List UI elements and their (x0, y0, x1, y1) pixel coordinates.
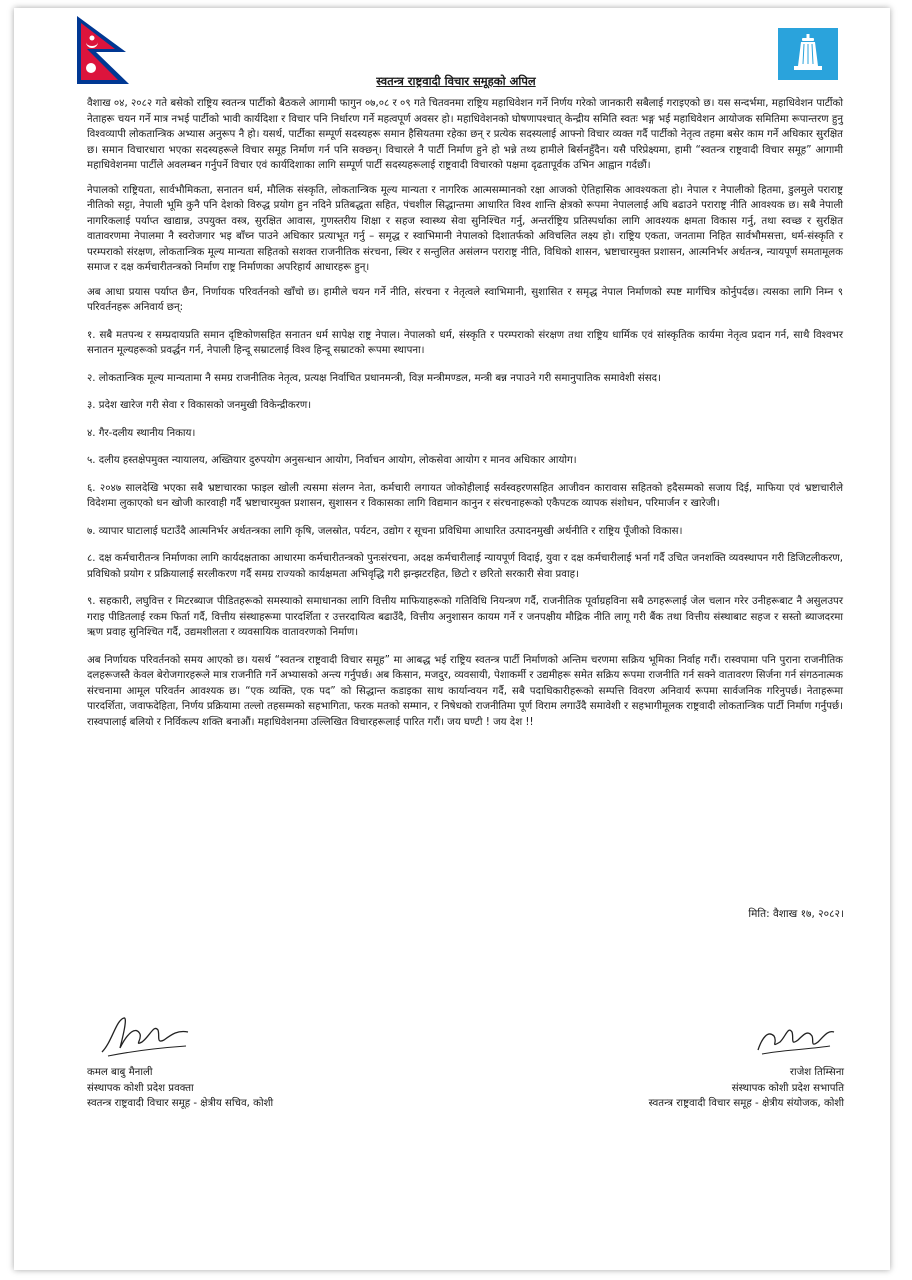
signatory-role: संस्थापक कोशी प्रदेश प्रवक्ता (87, 1082, 194, 1094)
signatory-name: राजेश तिम्सिना (789, 1067, 844, 1078)
list-item: ५. दलीय हस्तक्षेपमुक्त न्यायालय, अख्तियार दुरुपयोग अनुसन्धान आयोग, निर्वाचन आयोग, लोकसेवा आयोग र मानव अधिकार आयोग। (87, 455, 577, 466)
closing-paragraph: अब निर्णायक परिवर्तनको समय आएको छ। यसर्थ “स्वतन्त्र राष्ट्रवादी विचार समूह” मा आबद्ध भई राष्ट्रिय स्वतन्त्र पार्टी निर्माणको अन्तिम चरणमा सक्रिय भूमिका निर्वाह गरौं। रास्वपामा पनि पुराना राजनीतिक दलहरूजस्तै केवल बेरोजगारहरूले मात्र राजनीति गर्ने अभ्यासको अन्त्य गर्नुपर्छ। अब किसान, मजदुर, व्यवसायी, पेशाकर्मी र उद्यमीहरू समेत सक्रिय रूपमा राजनीति गर्न सक्ने वातावरण सिर्जना गर्न संगठनात्मक संरचनामा आमूल परिवर्तन आवश्यक छ। “एक व्यक्ति, एक पद” को सिद्धान्त कडाइका साथ कार्यान्वयन गर्दै, सबै पदाधिकारीहरूको सम्पत्ति विवरण अनिवार्य रूपमा सार्वजनिक गरिनुपर्छ। नेताहरूमा पारदर्शिता, जवाफदेहिता, निर्णय प्रक्रियामा तल्लो तहसम्मको सहभागिता, फरक मतको सम्मान, र निषेधको राजनीतिमा पूर्ण विराम लगाउँदै समावेशी र सहभागीमूलक राष्ट्रवादी लोकतान्त्रिक पार्टी निर्माण गर्नुपर्छ। रास्वपालाई बलियो र निर्विकल्प शक्ति बनाऔं। महाधिवेशनमा उल्लिखित विचारहरूलाई पारित गरौं। जय घण्टी ! जय देश !! (87, 654, 843, 728)
document-date: मिति: वैशाख १७, २०८२। (748, 908, 844, 920)
bell-logo (778, 28, 838, 80)
right-signatory (649, 1065, 844, 1112)
signatory-role: संस्थापक कोशी प्रदेश सभापति (731, 1082, 844, 1094)
list-item: ३. प्रदेश खारेज गरी सेवा र विकासको जनमुखी विकेन्द्रीकरण। (87, 400, 312, 411)
intro-paragraph: अब आधा प्रयास पर्याप्त छैन, निर्णायक परिवर्तनको खाँचो छ। हामीले चयन गर्ने नीति, संरचना र नेतृत्वले स्वाभिमानी, सुशासित र समृद्ध नेपाल निर्माणको स्पष्ट मार्गचित्र कोर्नुपर्दछ। त्यसका लागि निम्न ९ परिवर्तनहरू अनिवार्य छन्: (87, 286, 843, 313)
right-signature (752, 1020, 838, 1060)
left-signature (98, 1012, 194, 1064)
signatory-group: स्वतन्त्र राष्ट्रवादी विचार समूह - क्षेत्रीय संयोजक, कोशी (648, 1098, 844, 1109)
document-body (87, 96, 843, 739)
left-signatory (87, 1065, 273, 1112)
list-item: ७. व्यापार घाटालाई घटाउँदै आत्मनिर्भर अर्थतन्त्रका लागि कृषि, जलस्रोत, पर्यटन, उद्योग र सूचना प्रविधिमा आधारित उत्पादनमुखी अर्थनीति र राष्ट्रिय पूँजीको विकास। (87, 525, 683, 537)
list-item: ९. सहकारी, लघुवित्त र मिटरब्याज पीडितहरूको समस्याको समाधानका लागि वित्तीय माफियाहरूको गतिविधि नियन्त्रण गर्दै, राजनीतिक पूर्वाग्रहविना सबै ठगहरूलाई जेल चलान गरेर उनीहरूबाट नै असुलउपर गराइ पीडितलाई रकम फिर्ता गर्दै, वित्तीय संस्थाहरूमा पारदर्शिता र उत्तरदायित्व बढाउँदै, वित्तीय अनुशासन कायम गर्ने र जनपक्षीय मौद्रिक नीति लागू गरी बैंक तथा वित्तीय संस्थाबाट सहज र सस्तो ब्याजदरमा ऋण प्रवाह सुनिश्चित गर्दै, उद्यमशीलता र व्यवसायिक वातावरणको निर्माण। (87, 596, 843, 638)
list-item: १. सबै मतपन्थ र सम्प्रदायप्रति समान दृष्टिकोणसहित सनातन धर्म सापेक्ष राष्ट्र नेपाल। नेपालको धर्म, संस्कृति र परम्पराको संरक्षण तथा राष्ट्रिय धार्मिक एवं सांस्कृतिक कार्यमा नेतृत्व प्रदान गर्न, साथै विश्वभर सनातन मूल्यहरूको प्रवर्द्धन गर्न, नेपाली हिन्दू सम्राटलाई विश्व हिन्दू सम्राटको रूपमा स्थापना। (87, 329, 843, 356)
signatory-name: कमल बाबु मैनाली (87, 1067, 153, 1078)
intro-paragraph: वैशाख ०४, २०८२ गते बसेको राष्ट्रिय स्वतन्त्र पार्टीको बैठकले आगामी फागुन ०७,०८ र ०९ गते चितवनमा राष्ट्रिय महाधिवेशन गर्ने निर्णय गरेको जानकारी सबैलाई गराइएको छ। यस सन्दर्भमा, महाधिवेशन पार्टीको नेताहरू चयन गर्ने मात्र नभई पार्टीको भावी कार्यदिशा र विचार पनि निर्धारण गर्ने महत्वपूर्ण अवसर हो। महाधिवेशनको घोषणापश्चात् केन्द्रीय समिति स्वतः भङ्ग भई महाधिवेशन आयोजक समितिमा रूपान्तरण हुनु विश्वव्यापी लोकतान्त्रिक अभ्यास अनुरूप नै हो। यसर्थ, पार्टीका सम्पूर्ण सदस्यहरू समान हैसियतमा रहेका छन् र प्रत्येक सदस्यलाई आफ्नो विचार व्यक्त गर्दै पार्टीको नेतृत्व तहमा बसेर काम गर्ने अधिकार सुरक्षित छ। समान विचारधारा भएका सदस्यहरूले विचार समूह निर्माण गर्न पनि सक्छन्। विचारले नै पार्टी निर्माण हुने हो भन्ने तथ्य हामीले बिर्सनहुँदैन। यसै परिप्रेक्ष्यमा, हामी “स्वतन्त्र राष्ट्रवादी विचार समूह” आगामी महाधिवेशनमा पार्टीले अवलम्बन गर्नुपर्ने विचार एवं कार्यदिशाका लागि सम्पूर्ण पार्टी सदस्यहरूलाई राष्ट्रवादी विचारको पक्षमा दृढतापूर्वक उभिन आह्वान गर्दछौं। (87, 98, 843, 171)
signatory-group: स्वतन्त्र राष्ट्रवादी विचार समूह - क्षेत्रीय सचिव, कोशी (87, 1098, 274, 1109)
list-item: ६. २०४७ सालदेखि भएका सबै भ्रष्टाचारका फाइल खोली त्यसमा संलग्न नेता, कर्मचारी लगायत जोकोहीलाई सर्वस्वहरणसहित आजीवन कारावास सहितको हदैसम्मको सजाय दिई, माफिया एवं भ्रष्टाचारीले विदेशमा लुकाएको धन खोजी कारवाही गर्दै भ्रष्टाचारमुक्त प्रशासन, सुशासन र विकासका लागि विद्यमान कानुन र संरचनाहरूको एकैपटक व्यापक संशोधन, परिमार्जन र खारेजी। (87, 482, 843, 509)
list-item: ८. दक्ष कर्मचारीतन्त्र निर्माणका लागि कार्यदक्षताका आधारमा कर्मचारीतन्त्रको पुनःसंरचना, अदक्ष कर्मचारीलाई न्यायपूर्ण विदाई, युवा र दक्ष कर्मचारीलाई भर्ना गर्दै उचित जनशक्ति व्यवस्थापन गरी डिजिटलीकरण, प्रविधिको प्रयोग र प्रक्रियालाई सरलीकरण गर्दै समग्र राज्यको कार्यक्षमता अभिवृद्धि गरी झन्झटरहित, छिटो र छरितो सरकारी सेवा प्रवाह। (87, 553, 843, 580)
list-item: २. लोकतान्त्रिक मूल्य मान्यतामा नै समग्र राजनीतिक नेतृत्व, प्रत्यक्ष निर्वाचित प्रधानमन्त्री, विज्ञ मन्त्रीमण्डल, मन्त्री बन्न नपाउने गरी समानुपातिक समावेशी संसद। (87, 372, 661, 384)
bell-icon (788, 32, 828, 76)
document-title: स्वतन्त्र राष्ट्रवादी विचार समूहको अपिल (376, 74, 536, 88)
intro-paragraph: नेपालको राष्ट्रियता, सार्वभौमिकता, सनातन धर्म, मौलिक संस्कृति, लोकतान्त्रिक मूल्य मान्यता र नागरिक आत्मसम्मानको रक्षा आजको ऐतिहासिक आवश्यकता हो। नेपाल र नेपालीको हितमा, डुलमुले पराराष्ट्र नीतिको सट्टा, नेपाली भूमि कुनै पनि देशको विरुद्ध प्रयोग हुन नदिने प्रतिबद्धता सहित, पंचशील सिद्धान्तमा आधारित विश्व शान्ति क्षेत्रको रूपमा नेपाललाई अघि बढाउने पराराष्ट्र नीति आवश्यक छ। सबै नेपाली नागरिकलाई पर्याप्त खाद्यान्न, उपयुक्त वस्त्र, सुरक्षित आवास, गुणस्तरीय शिक्षा र सहज स्वास्थ्य सेवा सुनिश्चित गर्नु, अन्तर्राष्ट्रिय प्रतिस्पर्धाका लागि आवश्यक क्षमता विकास गर्नु, तथा स्वच्छ र सुरक्षित वातावरणमा नेपालमा नै स्वरोजगार भइ बाँच्न पाउने अधिकार प्रत्याभूत गर्नु – समृद्ध र स्वाभिमानी नेपालको दिशातर्फको अविचलित लक्ष्य हो। राष्ट्रिय एकता, जनतामा निहित सार्वभौमसत्ता, धर्म-संस्कृति र परम्पराको संरक्षण, लोकतान्त्रिक मूल्य मान्यता सहितको सशक्त राजनीतिक संरचना, स्थिर र सन्तुलित असंलग्न पराराष्ट्र नीति, विधिको शासन, भ्रष्टाचारमुक्त प्रशासन, आत्मनिर्भर अर्थतन्त्र, न्यायपूर्ण समतामूलक समाज र दक्ष कर्मचारीतन्त्रको निर्माण राष्ट्र निर्माणका अपरिहार्य आधारहरू हुन्। (87, 184, 843, 273)
list-item: ४. गैर-दलीय स्थानीय निकाय। (87, 427, 196, 439)
